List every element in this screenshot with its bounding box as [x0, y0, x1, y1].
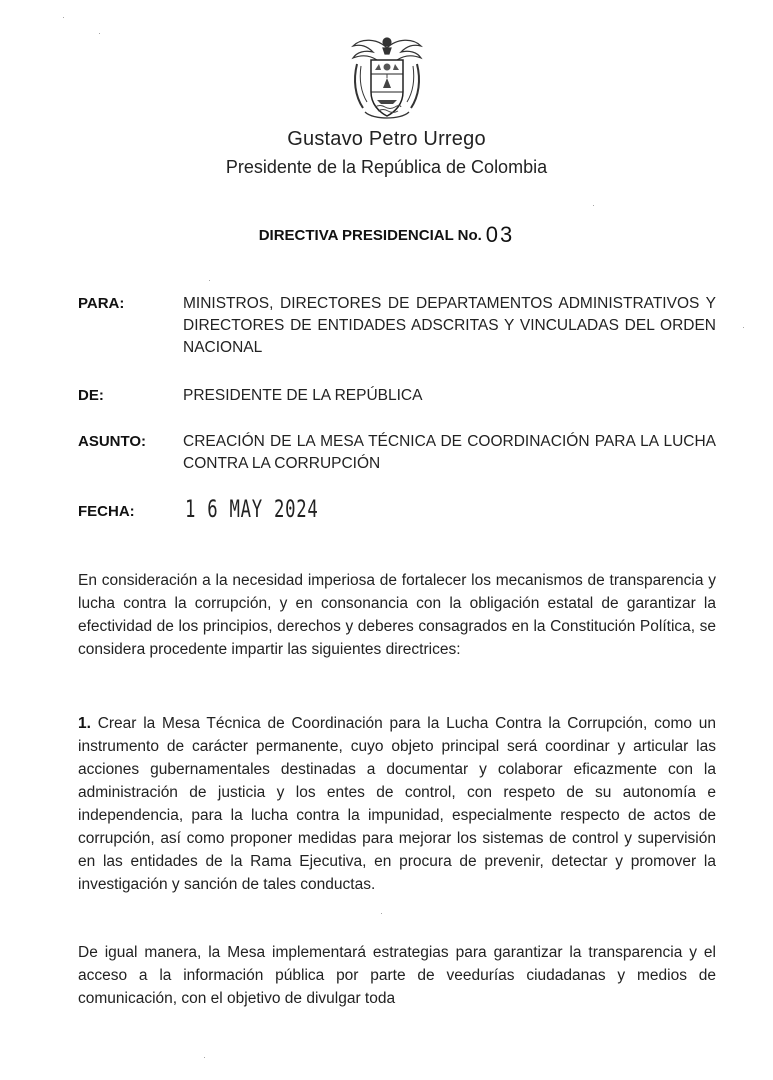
para-label: PARA:: [78, 295, 125, 312]
scan-speck: ·: [380, 908, 383, 918]
directive-number: 03: [485, 222, 515, 247]
scan-speck: ·: [203, 1052, 206, 1062]
scan-speck: ·: [98, 28, 101, 38]
scan-speck: ·: [592, 200, 595, 210]
de-value: PRESIDENTE DE LA REPÚBLICA: [183, 387, 423, 404]
asunto-value: CREACIÓN DE LA MESA TÉCNICA DE COORDINACIÓN PARA LA LUCHA CONTRA LA CORRUPCIÓN: [183, 433, 716, 472]
item-number: 1.: [78, 715, 91, 732]
fecha-label: FECHA:: [78, 503, 135, 520]
directive-heading: [0, 220, 773, 246]
date-stamp: 1 6 MAY 2024: [185, 495, 319, 523]
asunto-label: ASUNTO:: [78, 433, 147, 450]
scan-speck: ·: [742, 322, 745, 332]
coat-of-arms-emblem: [347, 30, 427, 125]
de-label: DE:: [78, 387, 104, 404]
scan-speck: ·: [208, 275, 211, 285]
directive-title: DIRECTIVA PRESIDENCIAL No.: [258, 227, 482, 244]
president-name: Gustavo Petro Urrego: [287, 128, 486, 150]
directive-item-1: [78, 712, 716, 896]
scan-speck: ·: [62, 12, 65, 22]
president-title: Presidente de la República de Colombia: [225, 157, 548, 177]
intro-paragraph: En consideración a la necesidad imperiosa de fortalecer los mecanismos de transparencia y lucha contra la corrupción, y en consonancia con la obligación estatal de garantizar la efectividad de los principios, derechos y deberes consagrados en la Constitución Política, se considera procedente impartir las siguientes directrices:: [78, 572, 716, 658]
item-text: Crear la Mesa Técnica de Coordinación para la Lucha Contra la Corrupción, como un instrumento de carácter permanente, cuyo objeto principal será coordinar y articular las acciones gubernamentales destinadas a documentar y colaborar eficazmente con la administración de justicia y los entes de control, con respeto de su autonomía e independencia, para la lucha contra la impunidad, especialmente respecto de actos de corrupción, así como proponer medidas para mejorar los sistemas de control y supervisión en las entidades de la Rama Ejecutiva, en procura de prevenir, detectar y promover la investigación y sanción de tales conductas.: [78, 715, 716, 893]
paragraph-2: De igual manera, la Mesa implementará estrategias para garantizar la transparencia y el acceso a la información pública por parte de veedurías ciudadanas y medios de comunicación, con el objetivo de divulgar toda: [78, 944, 716, 1007]
para-value: MINISTROS, DIRECTORES DE DEPARTAMENTOS ADMINISTRATIVOS Y DIRECTORES DE ENTIDADES ADSCRITAS Y VINCULADAS DEL ORDEN NACIONAL: [183, 295, 716, 356]
